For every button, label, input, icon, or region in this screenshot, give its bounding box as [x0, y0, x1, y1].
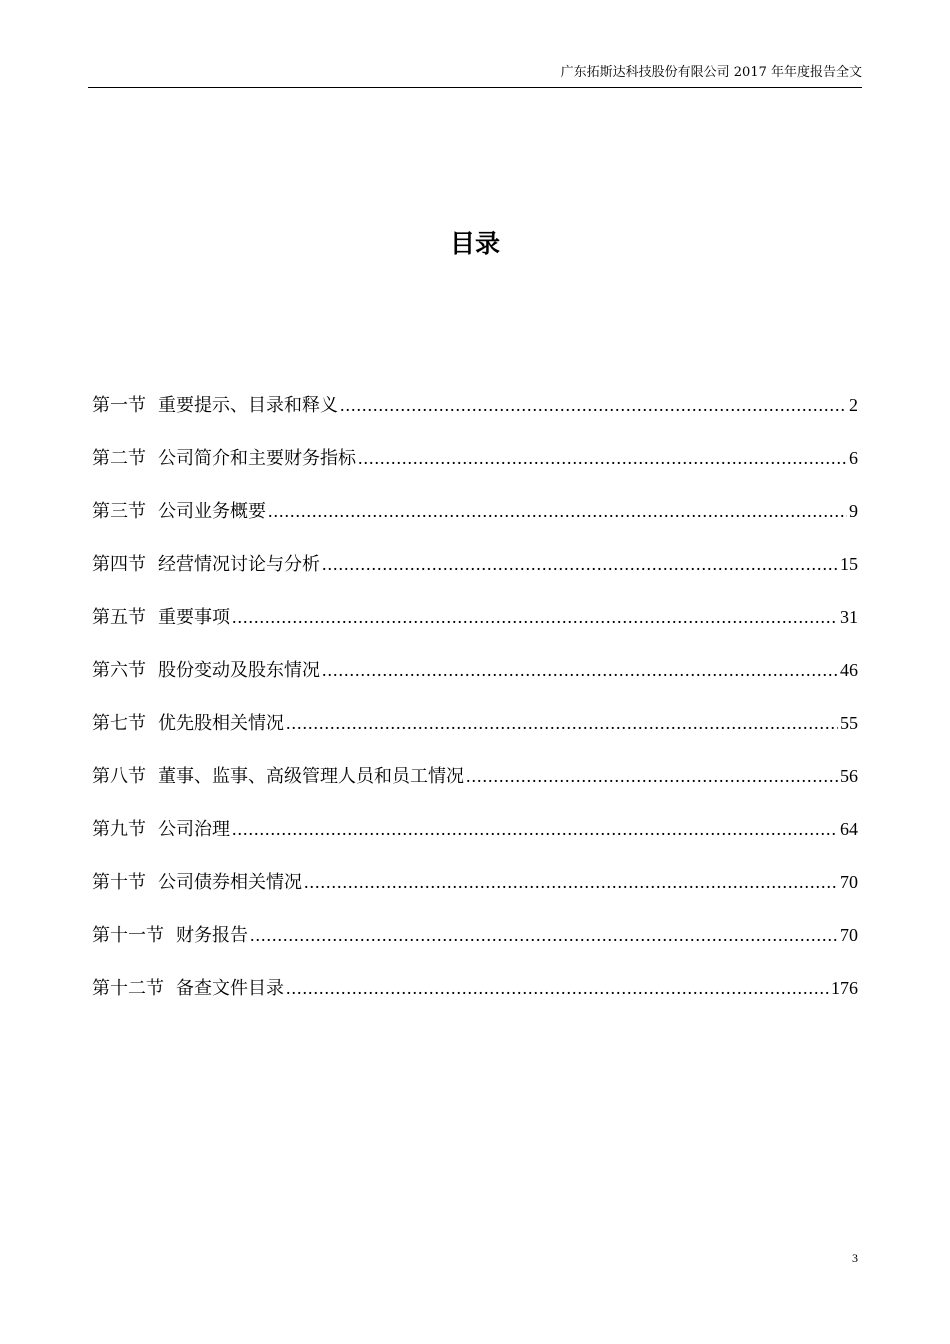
- report-header: 广东拓斯达科技股份有限公司 2017 年年度报告全文: [560, 65, 862, 80]
- toc-entry[interactable]: [92, 973, 858, 1026]
- toc-section-title: 公司简介和主要财务指标: [158, 448, 356, 469]
- toc-section-title: 重要提示、目录和释义: [158, 395, 338, 416]
- toc-dot-leader: [340, 390, 847, 420]
- toc-dot-leader: [322, 655, 838, 685]
- toc-entry[interactable]: [92, 814, 858, 867]
- toc-entry[interactable]: [92, 443, 858, 496]
- toc-section-number: 第五节: [92, 607, 146, 628]
- toc-section-number: 第四节: [92, 554, 146, 575]
- toc-dot-leader: [286, 708, 838, 738]
- toc-dot-leader: [232, 814, 838, 844]
- page-title: 目录: [449, 229, 500, 258]
- toc-section-number: 第七节: [92, 713, 146, 734]
- toc-section-number: 第十二节: [92, 978, 164, 999]
- toc-page-number: 46: [840, 660, 858, 680]
- toc-page-number: 70: [840, 872, 858, 892]
- toc-section-title: 董事、监事、高级管理人员和员工情况: [158, 766, 464, 787]
- page-number: 3: [852, 1251, 858, 1265]
- table-of-contents: [92, 390, 858, 1026]
- toc-entry[interactable]: [92, 761, 858, 814]
- toc-section-number: 第十节: [92, 872, 146, 893]
- toc-page-number: 9: [849, 501, 858, 521]
- toc-dot-leader: [268, 496, 847, 526]
- toc-section-number: 第三节: [92, 501, 146, 522]
- toc-page-number: 56: [840, 766, 858, 786]
- toc-entry[interactable]: [92, 867, 858, 920]
- toc-page-number: 70: [840, 925, 858, 945]
- toc-section-title: 公司治理: [158, 819, 230, 840]
- toc-page-number: 64: [840, 819, 858, 839]
- toc-section-number: 第二节: [92, 448, 146, 469]
- toc-page-number: 176: [831, 978, 858, 998]
- toc-dot-leader: [250, 920, 838, 950]
- toc-section-number: 第九节: [92, 819, 146, 840]
- toc-dot-leader: [232, 602, 838, 632]
- toc-entry[interactable]: [92, 655, 858, 708]
- toc-dot-leader: [466, 761, 838, 791]
- toc-page-number: 2: [849, 395, 858, 415]
- toc-section-title: 备查文件目录: [176, 978, 284, 999]
- toc-section-number: 第八节: [92, 766, 146, 787]
- toc-page-number: 15: [840, 554, 858, 574]
- toc-section-title: 公司业务概要: [158, 501, 266, 522]
- toc-section-title: 经营情况讨论与分析: [158, 554, 320, 575]
- toc-page-number: 6: [849, 448, 858, 468]
- toc-page-number: 55: [840, 713, 858, 733]
- toc-entry[interactable]: [92, 602, 858, 655]
- header-divider: [88, 87, 862, 88]
- toc-dot-leader: [358, 443, 847, 473]
- toc-dot-leader: [322, 549, 838, 579]
- toc-entry[interactable]: [92, 708, 858, 761]
- toc-section-title: 优先股相关情况: [158, 713, 284, 734]
- toc-page-number: 31: [840, 607, 858, 627]
- toc-dot-leader: [304, 867, 838, 897]
- toc-entry[interactable]: [92, 549, 858, 602]
- toc-entry[interactable]: [92, 390, 858, 443]
- toc-section-title: 股份变动及股东情况: [158, 660, 320, 681]
- toc-dot-leader: [286, 973, 829, 1003]
- toc-section-title: 公司债券相关情况: [158, 872, 302, 893]
- toc-entry[interactable]: [92, 920, 858, 973]
- toc-section-title: 重要事项: [158, 607, 230, 628]
- toc-section-number: 第十一节: [92, 925, 164, 946]
- toc-section-title: 财务报告: [176, 925, 248, 946]
- toc-section-number: 第六节: [92, 660, 146, 681]
- toc-entry[interactable]: [92, 496, 858, 549]
- toc-section-number: 第一节: [92, 395, 146, 416]
